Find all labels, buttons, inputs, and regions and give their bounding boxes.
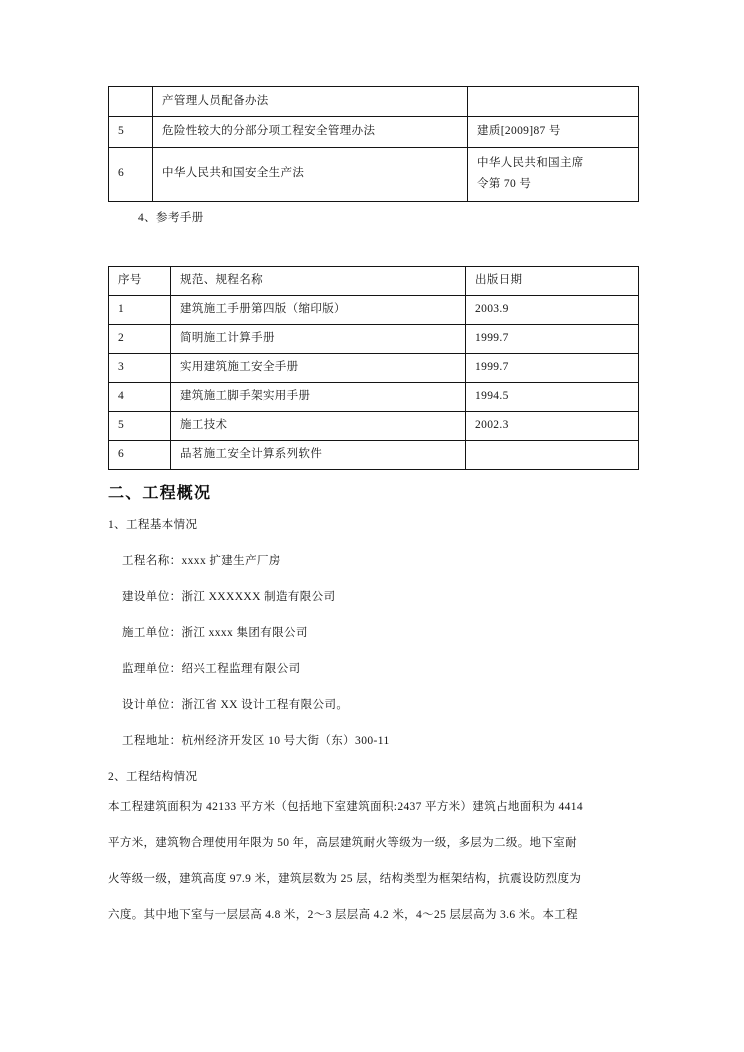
manuals-section-heading: 4、参考手册 <box>138 212 204 224</box>
cell-no: 1 <box>109 296 171 325</box>
structure-paragraph-line-1: 本工程建筑面积为 42133 平方米（包括地下室建筑面积:2437 平方米）建筑占地面积为 4414 <box>108 801 583 813</box>
manuals-table <box>108 266 639 470</box>
cell-no: 2 <box>109 325 171 354</box>
structure-paragraph-line-2: 平方米，建筑物合理使用年限为 50 年，高层建筑耐火等级为一级，多层为二级。地下室耐 <box>108 837 577 849</box>
subsection-heading-structure: 2、工程结构情况 <box>108 771 198 783</box>
cell-date: 1999.7 <box>466 354 639 383</box>
cell-title: 施工技术 <box>171 412 466 441</box>
supervision-unit-line: 监理单位：绍兴工程监理有限公司 <box>122 663 301 675</box>
cell-no: 5 <box>109 412 171 441</box>
regulations-table <box>108 86 639 202</box>
page-title: 二、工程概况 <box>108 485 212 502</box>
cell-title: 建筑施工脚手架实用手册 <box>171 383 466 412</box>
table-row <box>109 383 639 412</box>
cell-no: 6 <box>109 148 153 202</box>
header-no: 序号 <box>109 267 171 296</box>
structure-paragraph-line-4: 六度。其中地下室与一层层高 4.8 米，2～3 层层高 4.2 米，4～25 层层高为 3.6 米。本工程 <box>108 909 578 921</box>
cell-no <box>109 87 153 117</box>
cell-doc-no: 建质[2009]87 号 <box>468 117 639 148</box>
table-row <box>109 412 639 441</box>
table-row <box>109 354 639 383</box>
table-header-row <box>109 267 639 296</box>
cell-title: 实用建筑施工安全手册 <box>171 354 466 383</box>
cell-title: 建筑施工手册第四版（缩印版） <box>171 296 466 325</box>
table-row <box>109 325 639 354</box>
cell-no: 5 <box>109 117 153 148</box>
header-title: 规范、规程名称 <box>171 267 466 296</box>
project-address-line: 工程地址：杭州经济开发区 10 号大街（东）300-11 <box>122 735 390 747</box>
table-row <box>109 87 639 117</box>
construction-unit-line: 建设单位：浙江 XXXXXX 制造有限公司 <box>122 591 336 603</box>
contractor-unit-line: 施工单位：浙江 xxxx 集团有限公司 <box>122 627 308 639</box>
table-row <box>109 441 639 470</box>
design-unit-line: 设计单位：浙江省 XX 设计工程有限公司。 <box>122 699 349 711</box>
cell-date: 1994.5 <box>466 383 639 412</box>
cell-title: 品茗施工安全计算系列软件 <box>171 441 466 470</box>
structure-paragraph-line-3: 火等级一级，建筑高度 97.9 米，建筑层数为 25 层，结构类型为框架结构，抗震设防烈度为 <box>108 873 582 885</box>
subsection-heading-basic-info: 1、工程基本情况 <box>108 519 198 531</box>
cell-date: 2003.9 <box>466 296 639 325</box>
cell-no: 6 <box>109 441 171 470</box>
cell-title: 中华人民共和国安全生产法 <box>153 148 468 202</box>
cell-date <box>466 441 639 470</box>
cell-no: 4 <box>109 383 171 412</box>
cell-title: 危险性较大的分部分项工程安全管理办法 <box>153 117 468 148</box>
table-row <box>109 117 639 148</box>
project-name-line: 工程名称：xxxx 扩建生产厂房 <box>122 555 281 567</box>
table-row <box>109 148 639 202</box>
cell-date: 2002.3 <box>466 412 639 441</box>
cell-title: 简明施工计算手册 <box>171 325 466 354</box>
header-date: 出版日期 <box>466 267 639 296</box>
cell-doc-no: 中华人民共和国主席 令第 70 号 <box>468 148 639 202</box>
cell-doc-no <box>468 87 639 117</box>
cell-title: 产管理人员配备办法 <box>153 87 468 117</box>
cell-no: 3 <box>109 354 171 383</box>
cell-date: 1999.7 <box>466 325 639 354</box>
table-row <box>109 296 639 325</box>
